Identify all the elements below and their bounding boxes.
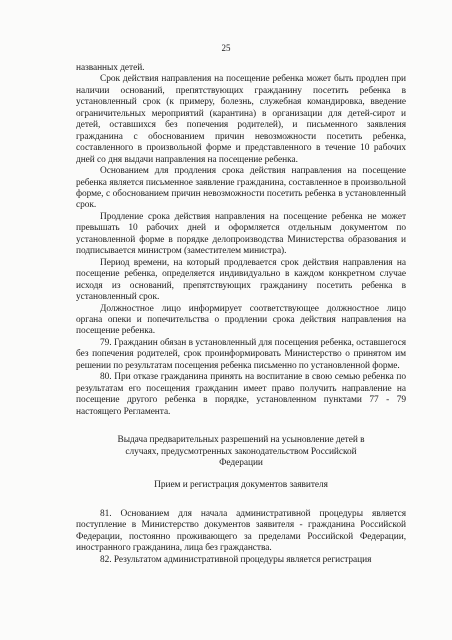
spacer (76, 418, 406, 429)
document-body (76, 63, 406, 566)
paragraph-extension-period: Период времени, на который продлевается срок действия направления на посещение ребенка, определяется индивидуально в каждом конкретном случае исходя из оснований, препятствующих гражданину посетить ребенка в установленный срок. (76, 257, 406, 303)
subsection-heading: Прием и регистрация документов заявителя (154, 480, 328, 491)
paragraph-extension-grounds: Срок действия направления на посещение ребенка может быть продлен при наличии оснований, препятствующих гражданину посетить ребенка в установленный срок (к примеру, болезнь, служебная командировка, введение ограничительных мероприятий (карантина) в организации для детей-сирот и детей, оставшихся без попечения родителей), и письменного заявления гражданина с обоснованием причин невозможности посетить ребенка, составленного в произвольной форме и представленного в течение 10 рабочих дней со дня выдачи направления на посещение ребенка. (76, 74, 406, 165)
paragraph-item-80: 80. При отказе гражданина принять на воспитание в свою семью ребенка по результатам его посещения гражданин имеет право получить направление на посещение другого ребенка в порядке, установленном пунктами 77 - 79 настоящего Регламента. (76, 372, 406, 417)
section-heading: Выдача предварительных разрешений на усыновление детей в случаях, предусмотренных законодательством Российской Федерации (117, 435, 365, 468)
paragraph-extension-basis: Основанием для продления срока действия направления на посещение ребенка является письменное заявление гражданина, составленное в произвольной форме, с обоснованием причин невозможности посетить ребенка в установленный срок. (76, 166, 406, 211)
spacer (76, 469, 406, 480)
paragraph-item-81: 81. Основанием для начала административной процедуры является поступление в Министерство документов заявителя - гражданина Российской Федерации, постоянно проживающего за пределами Российской Федерации, иностранного гражданина, лица без гражданства. (76, 508, 406, 554)
spacer (76, 492, 406, 503)
paragraph-official-informs: Должностное лицо информирует соответствующее должностное лицо органа опеки и попечительства о продлении срока действия направления на посещение ребенка. (76, 303, 406, 337)
page-number: 25 (221, 43, 231, 53)
paragraph-item-79: 79. Гражданин обязан в установленный для посещения ребенка, оставшегося без попечения родителей, срок проинформировать Министерство о принятом им решении по результатам посещения ребенка письменно по установленной форме. (76, 337, 406, 371)
paragraph-continuation: названных детей. (76, 63, 145, 73)
paragraph-extension-limit: Продление срока действия направления на посещение ребенка не может превышать 10 рабочих дней и оформляется отдельным документом по установленной форме в порядке делопроизводства Министерства образования и подписывается министром (заместителем министра). (76, 211, 406, 257)
paragraph-item-82: 82. Результатом административной процедуры является регистрация (100, 554, 372, 565)
